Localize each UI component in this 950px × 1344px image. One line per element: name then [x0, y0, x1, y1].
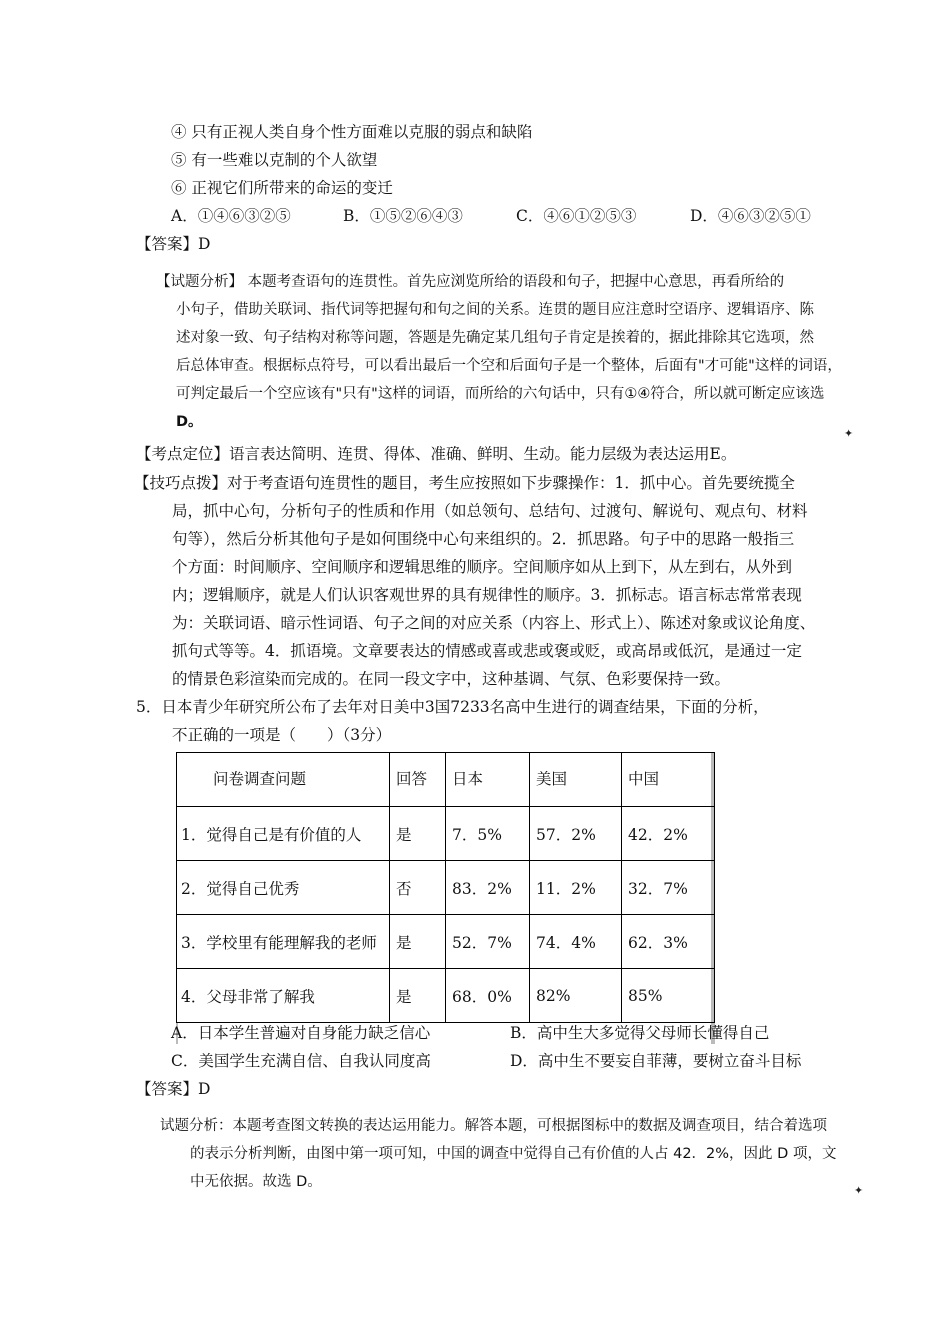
survey-table [176, 752, 715, 1023]
q4-item-4: ④ 只有正视人类自身个性方面难以克服的弱点和缺陷 [171, 123, 533, 141]
table-row [177, 807, 715, 861]
header-answer: 回答 [390, 753, 446, 807]
row-answer: 否 [390, 861, 446, 915]
q4-option-a: A．①④⑥③②⑤ [171, 207, 291, 225]
row-answer: 是 [390, 969, 446, 1023]
row-usa: 11．2% [530, 861, 622, 915]
q4-analysis-line-3: 述对象一致、句子结构对称等问题，答题是先确定某几组句子肯定是挨着的，据此排除其它选项，然 [176, 330, 814, 346]
q5-option-a: A．日本学生普遍对自身能力缺乏信心 [171, 1024, 431, 1042]
q4-analysis-line-2: 小句子，借助关联词、指代词等把握句和句之间的关系。连贯的题目应注意时空语序、逻辑语序、陈 [176, 302, 814, 318]
row-usa: 74．4% [530, 915, 622, 969]
q4-jiqiao-line-7: 抓句式等等。4．抓语境。文章要表达的情感或喜或悲或褒或贬，或高昂或低沉，是通过一定 [172, 642, 802, 660]
q4-answer: 【答案】D [136, 235, 211, 253]
q4-option-b: B．①⑤②⑥④③ [343, 207, 463, 225]
header-usa: 美国 [530, 753, 622, 807]
q4-option-d: D．④⑥③②⑤① [690, 207, 811, 225]
header-question: 问卷调查问题 [177, 753, 390, 807]
q5-analysis-line-2: 的表示分析判断，由图中第一项可知，中国的调查中觉得自己有价值的人占 42．2%，因此 D 项，文 [190, 1146, 837, 1162]
row-answer: 是 [390, 807, 446, 861]
q4-jiqiao-line-4: 个方面：时间顺序、空间顺序和逻辑思维的顺序。空间顺序如从上到下，从左到右，从外到 [172, 558, 793, 576]
q4-analysis-line-4: 后总体审查。根据标点符号，可以看出最后一个空和后面句子是一个整体，后面有"才可能"这样的词语， [176, 358, 842, 374]
q5-analysis-line-1: 试题分析：本题考查图文转换的表达运用能力。解答本题，可根据图标中的数据及调查项目，结合着选项 [160, 1118, 827, 1134]
q4-jiqiao-line-6: 为：关联词语、暗示性词语、句子之间的对应关系（内容上、形式上）、陈述对象或议论角度、 [172, 614, 816, 632]
row-usa: 57．2% [530, 807, 622, 861]
row-japan: 68．0% [446, 969, 530, 1023]
q4-kaodian: 【考点定位】语言表达简明、连贯、得体、准确、鲜明、生动。能力层级为表达运用E。 [136, 445, 737, 463]
table-row [177, 861, 715, 915]
row-china: 42．2% [622, 807, 715, 861]
q5-answer: 【答案】D [136, 1080, 211, 1098]
q4-analysis-line-5: 可判定最后一个空应该有"只有"这样的词语，而所给的六句话中，只有①④符合，所以就可断定应该选 [176, 386, 825, 402]
q4-jiqiao-line-5: 内；逻辑顺序，就是人们认识客观世界的具有规律性的顺序。3．抓标志。语言标志常常表现 [172, 586, 802, 604]
header-china: 中国 [622, 753, 715, 807]
table-row [177, 969, 715, 1023]
q4-analysis-line-1: 【试题分析】 本题考查语句的连贯性。首先应浏览所给的语段和句子，把握中心意思，再看所给的 [156, 274, 785, 290]
row-china: 85% [622, 969, 715, 1023]
row-japan: 52．7% [446, 915, 530, 969]
q5-stem-line-1: 5．日本青少年研究所公布了去年对日美中3国7233名高中生进行的调查结果，下面的分析， [136, 698, 769, 716]
row-question: 3．学校里有能理解我的老师 [177, 915, 390, 969]
paragraph-mark: ✦ [854, 1184, 864, 1197]
row-question: 4．父母非常了解我 [177, 969, 390, 1023]
q5-option-c: C．美国学生充满自信、自我认同度高 [171, 1052, 431, 1070]
q4-jiqiao-line-8: 的情景色彩渲染而完成的。在同一段文字中，这种基调、气氛、色彩要保持一致。 [172, 670, 731, 688]
header-japan: 日本 [446, 753, 530, 807]
q4-analysis-line-6: D。 [176, 414, 203, 430]
q4-jiqiao-line-1: 【技巧点拨】对于考查语句连贯性的题目，考生应按照如下步骤操作：1．抓中心。首先要统揽全 [134, 474, 795, 492]
q4-jiqiao-line-2: 局，抓中心句，分析句子的性质和作用（如总领句、总结句、过渡句、解说句、观点句、材料 [172, 502, 808, 520]
q5-stem-line-2: 不正确的一项是（ ）（3分） [172, 726, 392, 744]
q4-item-5: ⑤ 有一些难以克制的个人欲望 [171, 151, 378, 169]
q5-option-d: D．高中生不要妄自菲薄，要树立奋斗目标 [510, 1052, 802, 1070]
q5-analysis-line-3: 中无依据。故选 D。 [190, 1174, 322, 1190]
table-header-row [177, 753, 715, 807]
row-usa: 82% [530, 969, 622, 1023]
table-row [177, 915, 715, 969]
row-answer: 是 [390, 915, 446, 969]
row-china: 62．3% [622, 915, 715, 969]
q4-option-c: C．④⑥①②⑤③ [516, 207, 637, 225]
q5-option-b: B．高中生大多觉得父母师长懂得自己 [510, 1024, 770, 1042]
q4-jiqiao-line-3: 句等），然后分析其他句子是如何围绕中心句来组织的。2．抓思路。句子中的思路一般指三 [172, 530, 795, 548]
row-japan: 7．5% [446, 807, 530, 861]
row-china: 32．7% [622, 861, 715, 915]
row-japan: 83．2% [446, 861, 530, 915]
paragraph-mark: ✦ [844, 427, 854, 440]
row-question: 1．觉得自己是有价值的人 [177, 807, 390, 861]
q4-item-6: ⑥ 正视它们所带来的命运的变迁 [171, 179, 393, 197]
row-question: 2．觉得自己优秀 [177, 861, 390, 915]
